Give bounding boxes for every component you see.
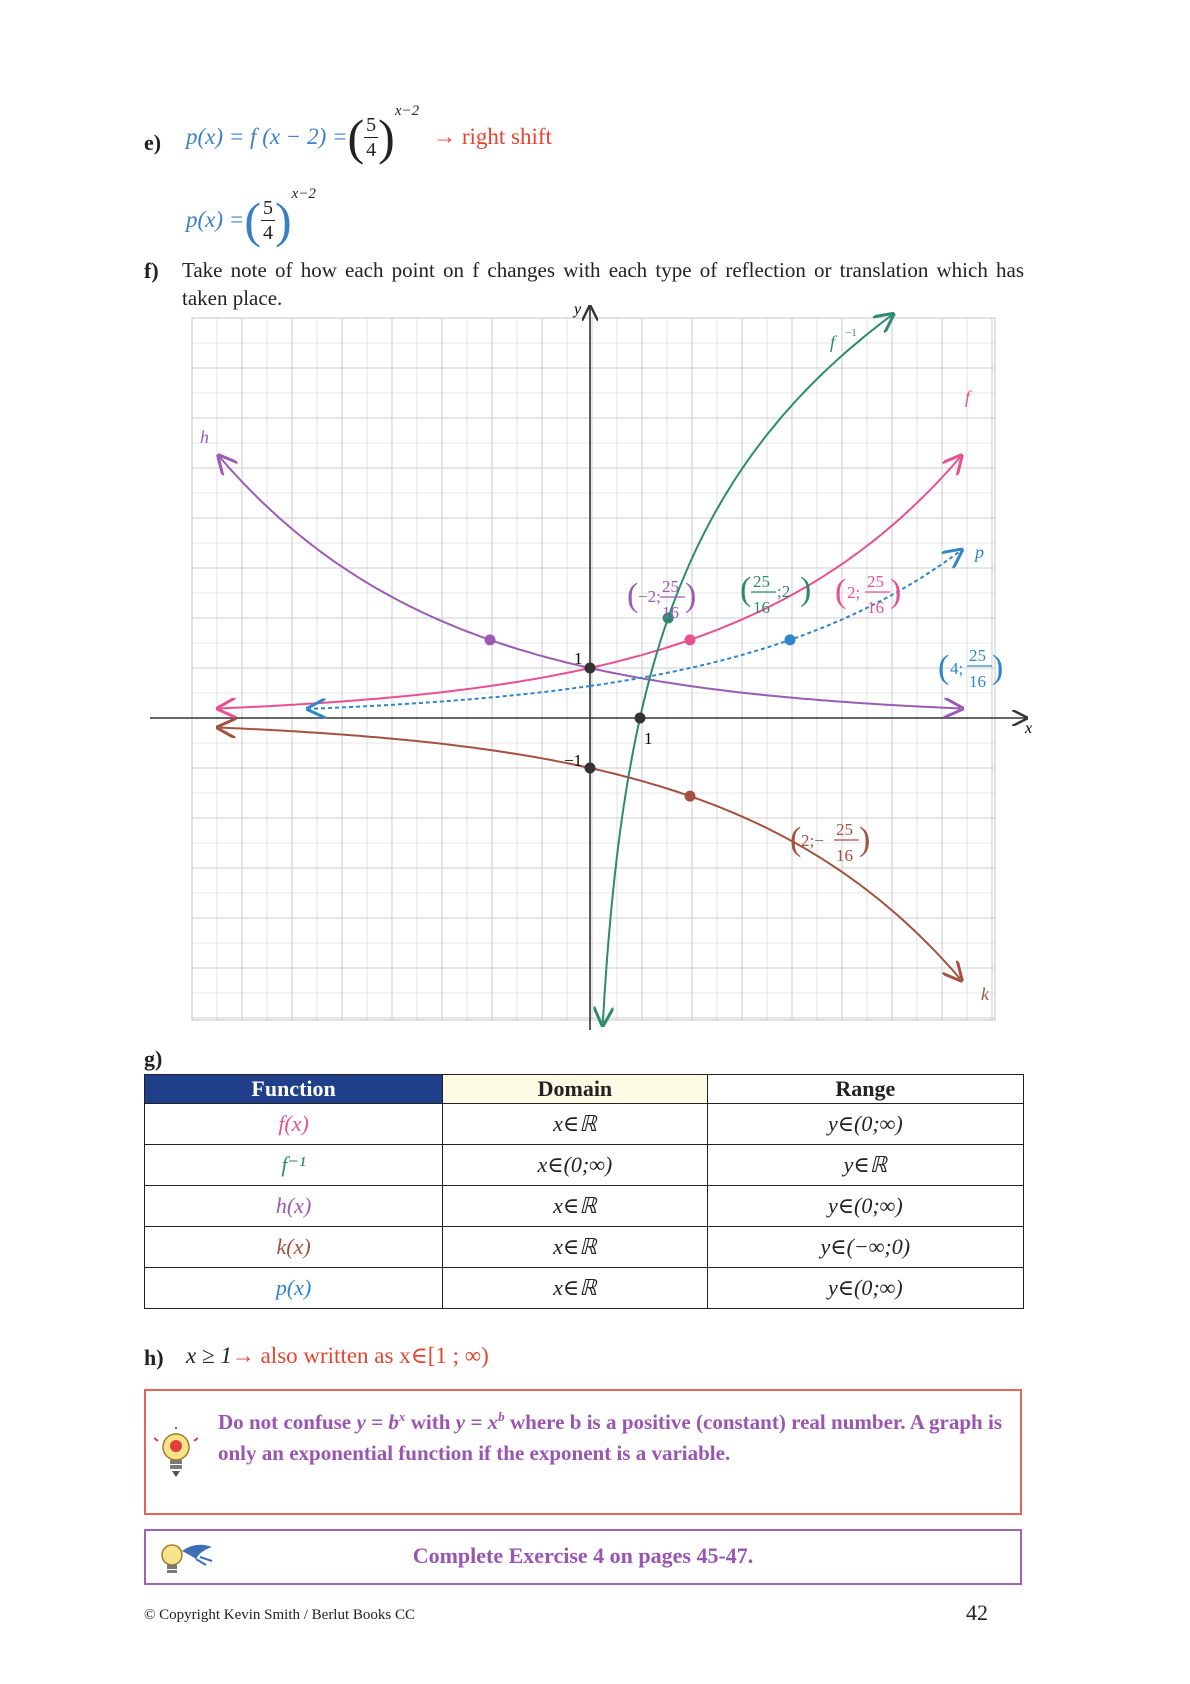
curve-p [590,551,960,686]
paren-left: ( [244,192,261,248]
point-f [685,634,696,645]
exponent: x−2 [394,102,420,119]
note-with: with [410,1410,451,1434]
right-shift-note: → right shift [433,124,552,149]
table-header-row [145,1075,1024,1104]
part-g-label: g) [144,1046,163,1071]
domain-cell: x∈ℝ [443,1268,707,1309]
curve-h-right [590,668,960,708]
equation-b-pow-x: $y = b^x$ [356,1409,406,1434]
header-domain: Domain [443,1075,707,1104]
header-function: Function [145,1075,443,1104]
svg-text:(: ( [938,649,950,686]
copyright: © Copyright Kevin Smith / Berlut Books CC [144,1607,415,1623]
curve-p-left [310,686,590,709]
function-graph [140,300,1040,1040]
note-text-a: Do not confuse [218,1410,352,1434]
note-text-b: where b is a positive (constant) real number. A graph is only an exponential function if the exponent is a variable. [218,1410,1003,1465]
domain-cell: x∈(0;∞) [443,1145,707,1186]
intercept-point [585,763,596,774]
paren-right: ) [378,109,395,165]
svg-text:): ) [685,577,697,614]
curve-label-f-inverse-sup: −1 [845,327,857,339]
curve-label-p: p [975,542,984,562]
curve-label-h: h [200,427,209,447]
header-range: Range [707,1075,1023,1104]
fraction-5-4: $\frac{5}{4}$ [366,113,377,161]
range-cell: y∈(0;∞) [707,1104,1023,1145]
p-equals: p(x) = [186,207,245,232]
svg-text:−2;: −2; [638,587,661,606]
part-e-result [186,185,316,248]
exercise-box [144,1529,1022,1585]
intercept-point [635,713,646,724]
range-cell: y∈(0;∞) [707,1268,1023,1309]
part-e-label: e) [144,130,162,155]
svg-text:16: 16 [662,603,679,622]
svg-text:25: 25 [662,577,679,596]
svg-text:16: 16 [969,672,986,691]
curve-h [220,457,590,668]
page-number: 42 [966,1600,988,1625]
table-row [145,1104,1024,1145]
note-box [144,1389,1022,1515]
note-text [218,1401,1002,1469]
svg-text:16: 16 [867,598,884,617]
graph-labels [200,301,1032,1004]
fn-cell: k(x) [145,1227,443,1268]
y-axis-label: y [574,301,582,318]
table-row [145,1145,1024,1186]
fn-cell: h(x) [145,1186,443,1227]
intercept-point [585,663,596,674]
curve-label-k: k [981,984,989,1004]
svg-text:(: ( [835,573,847,610]
svg-text:16: 16 [753,598,770,617]
domain-cell: x∈ℝ [443,1186,707,1227]
point-h [485,634,496,645]
range-cell: y∈(0;∞) [707,1186,1023,1227]
part-f-text: Take note of how each point on f changes with each type of reflection or translation which has taken place. [182,258,1024,310]
tick-label-y-1: 1 [574,649,583,668]
point-k [685,791,696,802]
interval-note: → also written as x∈[1 ; ∞) [231,1343,489,1368]
domain-cell: x∈ℝ [443,1227,707,1268]
svg-text:2;: 2; [847,583,861,602]
curve-f-inverse-lower [603,718,640,1023]
svg-text:(: ( [790,821,802,858]
domain-range-table [144,1074,1024,1309]
svg-text:;2: ;2 [777,582,791,601]
table-row [145,1227,1024,1268]
svg-text:(: ( [740,571,752,608]
paren-right: ) [274,192,292,248]
x-axis-label: x [1025,720,1033,737]
svg-text:4;: 4; [950,659,964,678]
tick-label-x-1: 1 [644,729,653,748]
curve-k [590,768,960,979]
p-equals-f-shift: p(x) = f (x − 2) = [186,124,348,149]
curve-f-inverse [640,316,891,719]
table-row [145,1268,1024,1309]
fn-cell: f⁻¹ [145,1145,443,1186]
curve-f [590,457,960,668]
svg-text:): ) [859,821,871,858]
range-cell: y∈(−∞;0) [707,1227,1023,1268]
annotation-f-point [835,572,901,617]
fn-cell: p(x) [145,1268,443,1309]
part-h-statement [186,1343,489,1369]
curve-k-left [220,728,590,768]
part-f-label: f) [144,258,159,283]
svg-text:16: 16 [836,846,853,865]
part-e-equation [186,102,552,165]
svg-text:(: ( [627,577,639,614]
domain-cell: x∈ℝ [443,1104,707,1145]
marked-points [485,613,796,802]
fraction-5-4: $\frac{5}{4}$ [262,196,273,244]
annotation-f-inverse-point [740,571,811,617]
svg-text:): ) [890,573,902,610]
curve-label-f: f [965,387,971,407]
fn-cell: f(x) [145,1104,443,1145]
svg-text:2;−: 2;− [801,831,824,850]
range-cell: y∈ℝ [707,1145,1023,1186]
annotation-k-point [790,820,870,865]
point-p [785,634,796,645]
exponent: x−2 [291,185,316,202]
svg-text:): ) [992,649,1004,686]
part-h-label: h) [144,1345,164,1370]
svg-text:25: 25 [836,820,853,839]
annotation-h-point [627,577,696,622]
tick-label-y-minus-1: −1 [564,751,583,770]
svg-text:25: 25 [753,572,770,591]
inequality: x ≥ 1 [186,1343,232,1368]
curve-f-left [220,668,590,708]
svg-text:25: 25 [867,572,884,591]
paren-left: ( [347,109,365,165]
table-row [145,1186,1024,1227]
curve-label-f-inverse: f [830,332,836,352]
svg-text:25: 25 [969,646,986,665]
lightbulb-warning-icon [154,1427,198,1481]
exercise-text: Complete Exercise 4 on pages 45-47. [412,1543,754,1568]
equation-x-pow-b: $y = x^b$ [455,1409,505,1434]
svg-text:): ) [800,571,812,608]
